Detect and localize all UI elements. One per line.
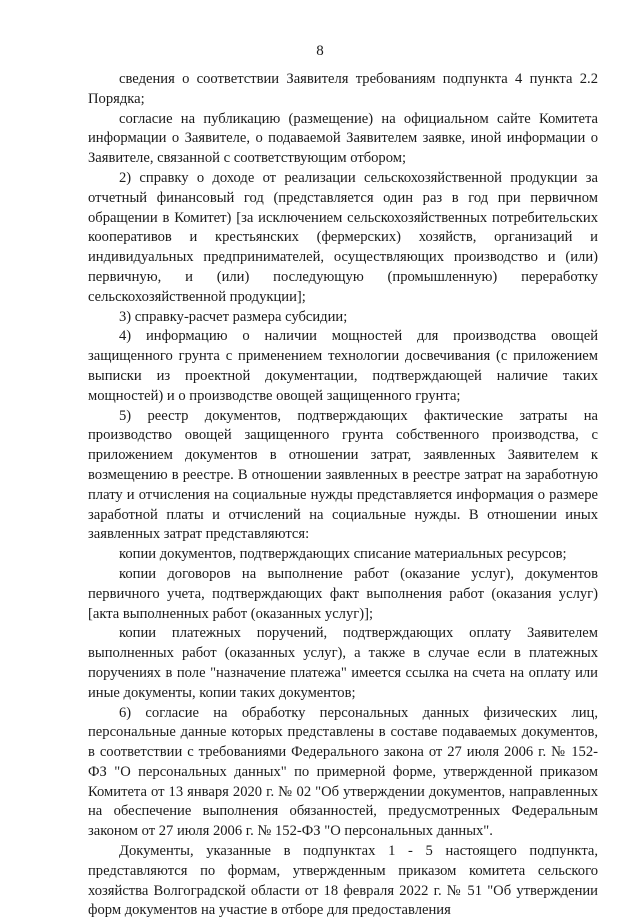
paragraph-publication-consent: согласие на публикацию (размещение) на официальном сайте Комитета информации о Заявителе, о подаваемой Заявителем заявке, иной информации о Заявителе, связанной с соответствующим отбором; [88,110,598,167]
paragraph-document-forms: Документы, указанные в подпунктах 1 - 5 настоящего подпункта, представляются по формам, утвержденным приказом комитета сельского хозяйства Волгоградской области от 18 февраля 2022 г. № 51 "Об утверждении форм документов на участие в отборе для предоставления [88,843,598,919]
paragraph-material-writeoff: копии документов, подтверждающих списание материальных ресурсов; [119,546,567,563]
paragraph-contracts: копии договоров на выполнение работ (оказание услуг), документов первичного учета, подтверждающих факт выполнения работ (оказания услуг) [акта выполненных работ (оказанных услуг)]; [88,565,598,622]
paragraph-capacity-info: 4) информацию о наличии мощностей для производства овощей защищенного грунта с применением технологии досвечивания (с приложением выписки из проектной документации, подтверждающей наличие таких мощностей) и о производстве овощей защищенного грунта; [88,328,598,404]
document-body [88,70,598,921]
page-number: 8 [316,43,324,59]
paragraph-cost-registry: 5) реестр документов, подтверждающих фактические затраты на производство овощей защищенного грунта собственного производства, с приложением документов в отношении затрат, заявленных Заявителем к возмещению в реестре. В отношении заявленных в реестре затрат на заработную плату и отчисления на социальные нужды представляется информация о размере заработной платы и отчислений на социальные нужды. В отношении иных заявленных затрат представляются: [88,407,598,543]
paragraph-subsidy-calculation: 3) справку-расчет размера субсидии; [119,308,348,325]
paragraph-income-certificate: 2) справку о доходе от реализации сельскохозяйственной продукции за отчетный финансовый год (представляется один раз в год при первичном обращении в Комитет) [за исключением сельскохозяйственных потребительских кооперативов и крестьянских (фермерских) хозяйств, организаций и индивидуальных предпринимателей, осуществляющих производство и (или) первичную, и (или) последующую (промышленную) переработку сельскохозяйственной продукции]; [88,169,598,305]
paragraph-payment-orders: копии платежных поручений, подтверждающих оплату Заявителем выполненных работ (оказанных услуг), а также в случае если в платежных поручениях в поле "назначение платежа" имеется ссылка на счета на оплату или иные документы, копии таких документов; [88,625,598,701]
paragraph-personal-data-consent: 6) согласие на обработку персональных данных физических лиц, персональные данные которых представлены в составе подаваемых документов, в соответствии с требованиями Федерального закона от 27 июля 2006 г. № 152-ФЗ "О персональных данных" по примерной форме, утвержденной приказом Комитета от 13 января 2020 г. № 02 "Об утверждении документов, направленных на обеспечение выполнения обязанностей, предусмотренных Федеральным законом от 27 июля 2006 г. № 152-ФЗ "О персональных данных". [88,704,598,840]
paragraph-compliance-info: сведения о соответствии Заявителя требованиям подпункта 4 пункта 2.2 Порядка; [88,71,598,107]
